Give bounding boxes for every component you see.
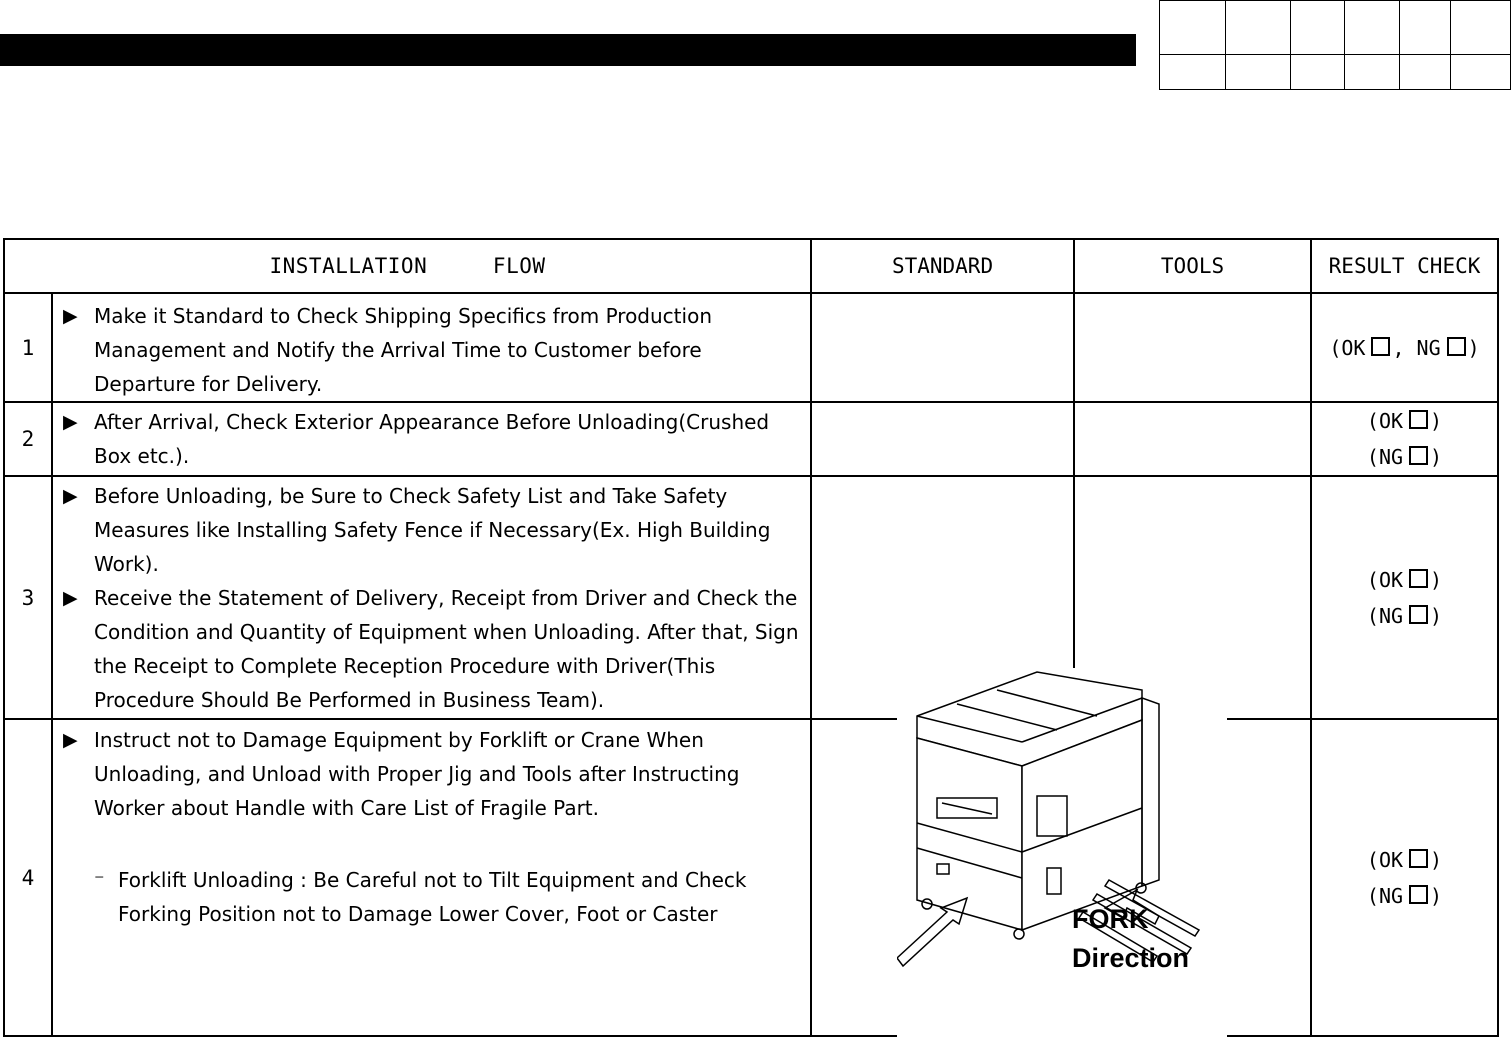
dash-marker: ⁻ bbox=[94, 868, 105, 892]
result-close-paren: ) bbox=[1430, 445, 1443, 469]
approval-cell bbox=[1451, 55, 1511, 90]
row-number: 1 bbox=[4, 293, 52, 402]
approval-cell bbox=[1400, 1, 1451, 55]
approval-cell bbox=[1291, 55, 1345, 90]
result-ng-label: (NG bbox=[1366, 883, 1404, 908]
header-standard: STANDARD bbox=[811, 239, 1074, 293]
result-close-paren: ) bbox=[1430, 883, 1443, 908]
result-check-cell bbox=[1311, 402, 1498, 476]
approval-cell bbox=[1400, 55, 1451, 90]
header-tools: TOOLS bbox=[1074, 239, 1311, 293]
result-close-paren: ) bbox=[1430, 409, 1443, 433]
approval-cell bbox=[1451, 1, 1511, 55]
approval-cell bbox=[1291, 1, 1345, 55]
flow-text: Make it Standard to Check Shipping Specifics from Production Management and Notify the Arrival Time to Customer before Departure for Delivery. bbox=[94, 304, 712, 396]
approval-cell bbox=[1345, 55, 1400, 90]
approval-cell bbox=[1160, 1, 1226, 55]
illustration-cell bbox=[811, 719, 1311, 1036]
flow-text: Before Unloading, be Sure to Check Safety List and Take Safety Measures like Installing Safety Fence if Necessary(Ex. High Building Work). bbox=[94, 484, 771, 576]
result-ok-label: (OK bbox=[1366, 847, 1404, 872]
ok-checkbox-icon[interactable] bbox=[1409, 849, 1428, 868]
approval-cell bbox=[1345, 1, 1400, 55]
ng-checkbox-icon[interactable] bbox=[1409, 446, 1428, 465]
flow-cell bbox=[52, 402, 811, 476]
result-close-paren: ) bbox=[1430, 567, 1443, 592]
flow-cell bbox=[52, 719, 811, 1036]
result-ok-label: (OK bbox=[1366, 409, 1404, 433]
bullet-triangle-icon: ▶ bbox=[63, 729, 78, 751]
result-ng-label: (NG bbox=[1366, 603, 1404, 628]
bullet-triangle-icon: ▶ bbox=[63, 411, 78, 433]
result-check-cell bbox=[1311, 293, 1498, 402]
result-check-cell bbox=[1311, 719, 1498, 1036]
result-ng-label: (NG bbox=[1366, 445, 1404, 469]
header-installation-flow: INSTALLATION FLOW bbox=[4, 239, 811, 293]
approval-cell bbox=[1225, 55, 1291, 90]
ng-checkbox-icon[interactable] bbox=[1447, 337, 1466, 356]
result-close-paren: ) bbox=[1430, 603, 1443, 628]
ok-checkbox-icon[interactable] bbox=[1409, 410, 1428, 429]
tools-cell bbox=[1074, 402, 1311, 476]
fork-label-line1: FORK bbox=[1072, 904, 1149, 934]
flow-subitem-text: Forklift Unloading : Be Careful not to Tilt Equipment and Check Forking Position not to Damage Lower Cover, Foot or Caster bbox=[118, 868, 747, 926]
result-check-cell bbox=[1311, 476, 1498, 719]
flow-bullet bbox=[63, 405, 804, 473]
table-row bbox=[4, 293, 1498, 402]
row-number: 3 bbox=[4, 476, 52, 719]
fork-label-line2: Direction bbox=[1072, 943, 1190, 973]
approval-cell bbox=[1225, 1, 1291, 55]
flow-bullet bbox=[63, 723, 804, 825]
approval-cell bbox=[1160, 55, 1226, 90]
ok-checkbox-icon[interactable] bbox=[1371, 337, 1390, 356]
ng-checkbox-icon[interactable] bbox=[1409, 605, 1428, 624]
table-row bbox=[4, 476, 1498, 719]
flow-cell bbox=[52, 293, 811, 402]
result-close-paren: ) bbox=[1467, 335, 1480, 360]
standard-cell bbox=[811, 293, 1074, 402]
row-number: 4 bbox=[4, 719, 52, 1036]
table-row bbox=[4, 719, 1498, 1036]
bullet-triangle-icon: ▶ bbox=[63, 587, 78, 609]
result-close-paren: ) bbox=[1430, 847, 1443, 872]
result-ok-label: (OK bbox=[1329, 335, 1366, 360]
flow-bullet bbox=[63, 299, 804, 401]
flow-subitem bbox=[94, 863, 804, 931]
flow-bullet bbox=[63, 581, 804, 717]
result-ok-label: (OK bbox=[1366, 567, 1404, 592]
result-ng-label: , NG bbox=[1392, 335, 1441, 360]
flow-text: Instruct not to Damage Equipment by Forklift or Crane When Unloading, and Unload with Proper Jig and Tools after Instructing Worker about Handle with Care List of Fragile Part. bbox=[94, 728, 740, 820]
forklift-illustration bbox=[897, 668, 1227, 1038]
flow-cell bbox=[52, 476, 811, 719]
machine-drawing-icon bbox=[897, 668, 1227, 1038]
tools-cell bbox=[1074, 293, 1311, 402]
standard-cell bbox=[811, 402, 1074, 476]
flow-bullet bbox=[63, 479, 804, 581]
flow-text: Receive the Statement of Delivery, Receipt from Driver and Check the Condition and Quantity of Equipment when Unloading. After that, Sign the Receipt to Complete Reception Procedure with Driver(This Procedure Should Be Performed in Business Team). bbox=[94, 586, 799, 712]
table-row bbox=[4, 402, 1498, 476]
installation-table bbox=[3, 238, 1499, 1037]
title-bar bbox=[0, 34, 1136, 66]
header-result-check: RESULT CHECK bbox=[1311, 239, 1498, 293]
ng-checkbox-icon[interactable] bbox=[1409, 885, 1428, 904]
ok-checkbox-icon[interactable] bbox=[1409, 569, 1428, 588]
row-number: 2 bbox=[4, 402, 52, 476]
bullet-triangle-icon: ▶ bbox=[63, 305, 78, 327]
bullet-triangle-icon: ▶ bbox=[63, 485, 78, 507]
approval-grid bbox=[1159, 0, 1511, 90]
flow-text: After Arrival, Check Exterior Appearance Before Unloading(Crushed Box etc.). bbox=[94, 410, 770, 468]
fork-direction-label bbox=[1072, 900, 1189, 978]
